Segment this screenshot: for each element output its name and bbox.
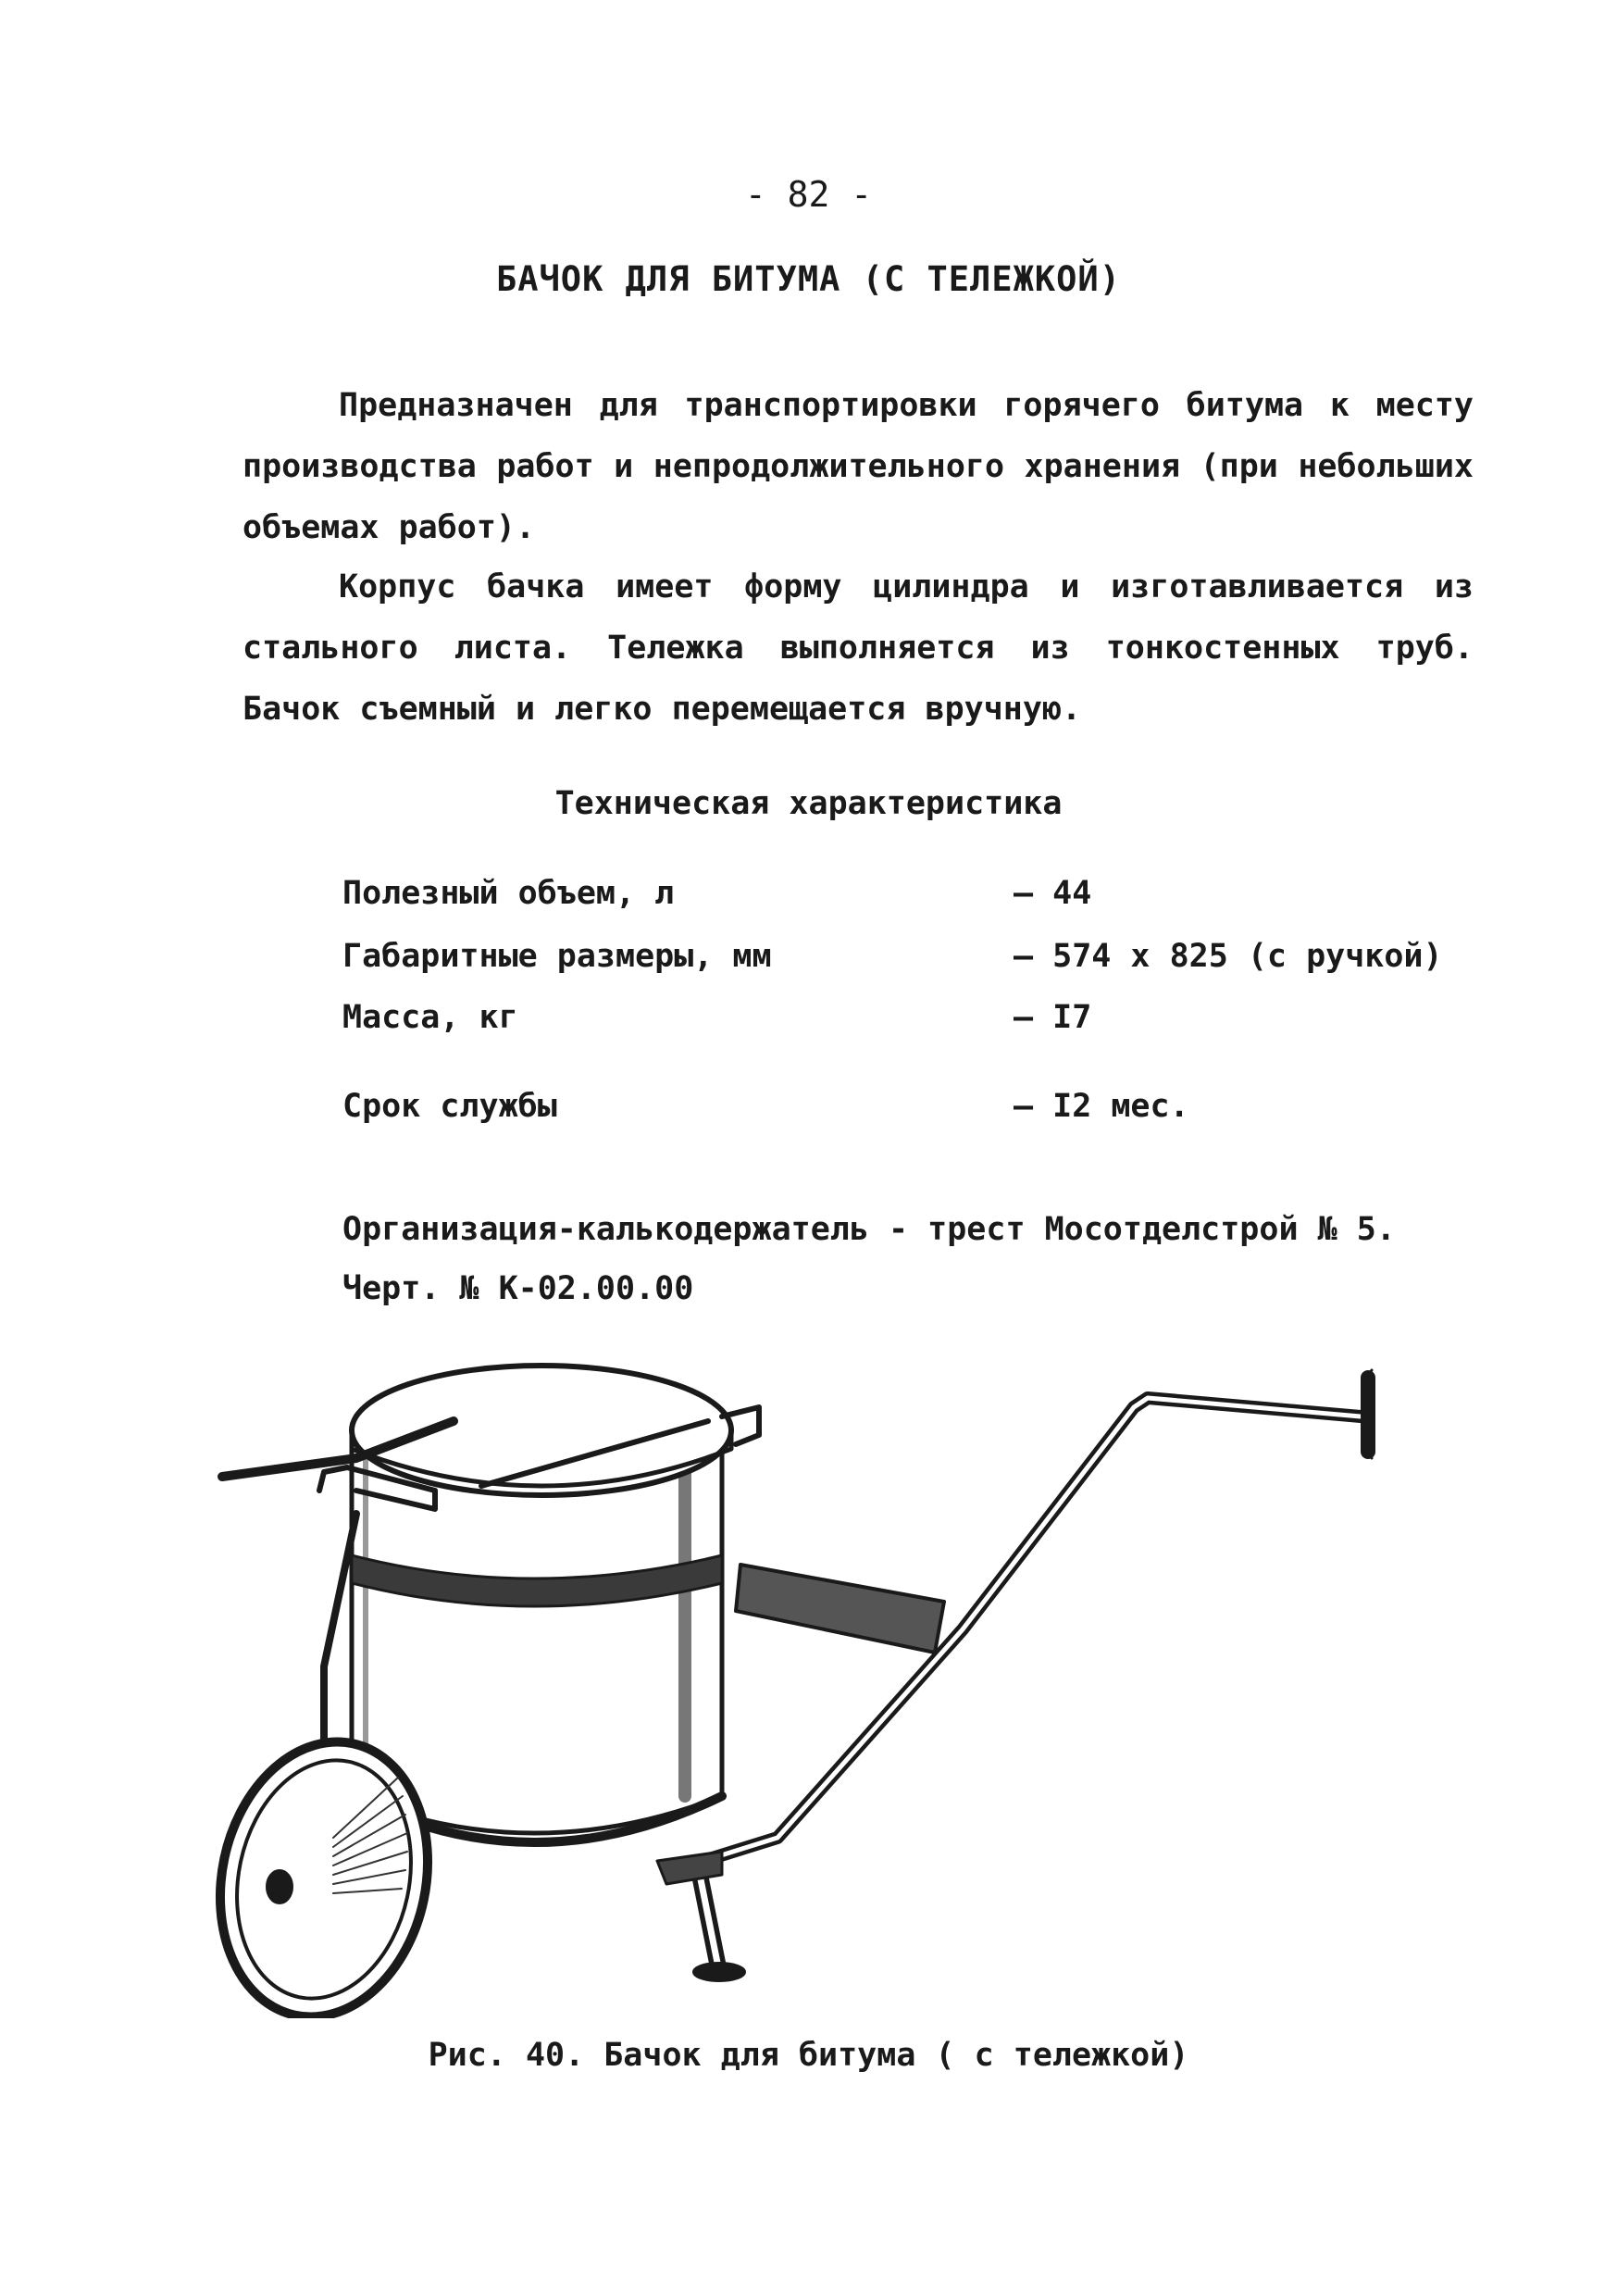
spec-label-volume: Полезный объем, л <box>342 875 675 912</box>
paragraph-purpose <box>243 375 1474 558</box>
spec-value-service-life: – I2 мес. <box>1014 1088 1189 1125</box>
paragraph-construction <box>243 556 1474 740</box>
spec-label-service-life: Срок службы <box>342 1088 557 1125</box>
spec-value-mass: – I7 <box>1014 999 1092 1036</box>
cart-handle <box>703 1398 1361 1861</box>
spec-value-volume: – 44 <box>1014 875 1092 912</box>
spec-label-dimensions: Габаритные размеры, мм <box>342 938 772 975</box>
page-number: - 82 - <box>744 174 873 215</box>
page-title: БАЧОК ДЛЯ БИТУМА (С ТЕЛЕЖКОЙ) <box>495 259 1121 299</box>
organization-line: Организация-калькодержатель - трест Мосотделстрой № 5. <box>342 1211 1396 1248</box>
spec-label-mass: Масса, кг <box>342 999 518 1036</box>
paragraph-construction-text: Корпус бачка имеет форму цилиндра и изготавливается из стального листа. Тележка выполняется из тонкостенных труб. Бачок съемный и легко перемещается вручную. <box>243 568 1474 728</box>
axle-bracket <box>657 1852 722 1884</box>
bitumen-tank-cart-illustration <box>204 1333 1481 2018</box>
spec-value-dimensions: – 574 х 825 (с ручкой) <box>1014 938 1443 975</box>
drawing-number: Черт. № К-02.00.00 <box>342 1270 694 1307</box>
rear-strap <box>736 1565 944 1653</box>
paragraph-purpose-text: Предназначен для транспортировки горячего битума к месту производства работ и непродолжительного хранения (при небольших объемах работ). <box>243 387 1474 546</box>
wheel-hub <box>267 1870 292 1903</box>
specs-heading: Техническая характеристика <box>554 785 1063 822</box>
figure-caption: Рис. 40. Бачок для битума ( с тележкой) <box>428 2037 1189 2074</box>
